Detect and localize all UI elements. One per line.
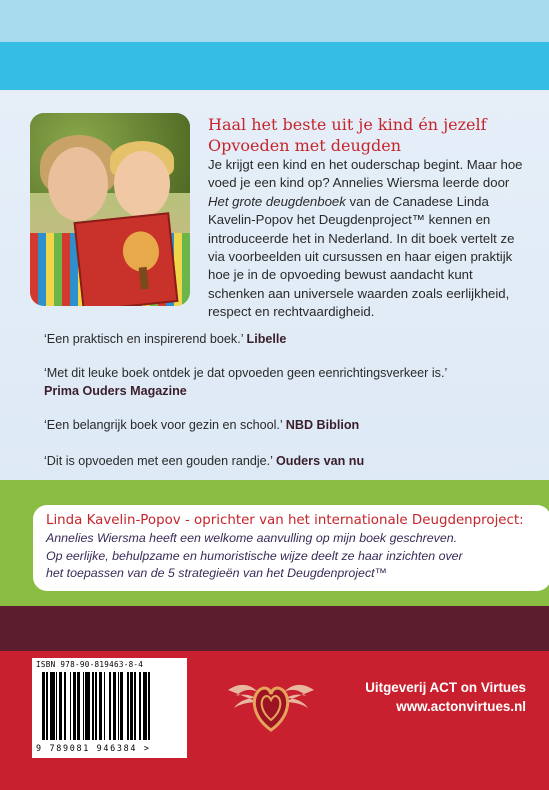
barcode-bars <box>42 672 182 740</box>
barcode-bar <box>120 672 123 740</box>
barcode-bar <box>77 672 80 740</box>
barcode-bar <box>113 672 116 740</box>
barcode-bar <box>95 672 96 740</box>
barcode-bar <box>64 672 65 740</box>
barcode-bar <box>73 672 76 740</box>
endorsement-line: Op eerlijke, behulpzame en humoristische wijze deelt ze haar inzichten over <box>46 548 463 563</box>
publisher-name: Uitgeverij ACT on Virtues <box>365 680 526 695</box>
barcode-bar <box>134 672 135 740</box>
quote-1 <box>44 330 514 348</box>
barcode-bar <box>104 672 105 740</box>
blurb <box>208 156 528 322</box>
barcode-bar <box>46 672 47 740</box>
cover-photo <box>30 113 190 306</box>
quote-3 <box>44 416 514 434</box>
ean-number: 9 789081 946384 > <box>36 743 151 753</box>
barcode-bar <box>143 672 147 740</box>
isbn-number: ISBN 978-90-819463-8-4 <box>36 660 144 669</box>
publisher-website[interactable]: www.actonvirtues.nl <box>396 699 526 714</box>
quote-4 <box>44 452 514 470</box>
quote-source: Ouders van nu <box>275 454 365 468</box>
barcode-bar <box>99 672 102 740</box>
barcode-bar <box>127 672 128 740</box>
barcode-bar <box>42 672 45 740</box>
blurb-part-2: van de Canadese Linda Kavelin-Popov het Deugdenproject™ kennen en introduceerde het in Nederland. In dit boek vertelt ze via voorbeelden uit cursussen en haar eigen praktijk hoe je in de opvoeding bewust aandacht kunt schenken aan universele waarden zoals eerlijkheid, respect en rechtvaardigheid. <box>208 193 515 320</box>
quote-source: Libelle <box>246 332 287 346</box>
barcode-bar <box>92 672 93 740</box>
endorsement-line: Annelies Wiersma heeft een welkome aanvulling op mijn boek geschreven. <box>46 531 458 545</box>
quote-text: ‘Met dit leuke boek ontdek je dat opvoeden geen eenrichtingsverkeer is.’ <box>44 366 448 380</box>
blurb-part-1: Je krijgt een kind en het ouderschap begint. Maar hoe voed je een kind op? Annelies Wiersma leerde door <box>208 157 523 191</box>
top-light-band <box>0 0 549 42</box>
barcode-bar <box>139 672 142 740</box>
headline <box>208 114 528 156</box>
barcode-bar <box>85 672 89 740</box>
quote-text: ‘Een belangrijk boek voor gezin en school.’ <box>44 418 283 432</box>
headline-line-2: Opvoeden met deugden <box>208 136 402 155</box>
winged-heart-logo-icon <box>226 672 316 732</box>
endorsement-heading: Linda Kavelin-Popov - oprichter van het internationale Deugdenproject: <box>46 513 524 528</box>
headline-line-1: Haal het beste uit je kind én jezelf <box>208 115 487 134</box>
blurb-book-title: Het grote deugdenboek <box>208 193 346 209</box>
quote-2 <box>44 364 514 400</box>
barcode-bar <box>70 672 71 740</box>
quote-text: ‘Dit is opvoeden met een gouden randje.’ <box>44 454 273 468</box>
barcode-bar <box>130 672 133 740</box>
endorsement-text <box>46 530 526 583</box>
barcode-bar <box>56 672 57 740</box>
barcode-bar <box>148 672 149 740</box>
barcode-bar <box>59 672 62 740</box>
barcode-bar <box>109 672 110 740</box>
quote-source: NBD Biblion <box>285 418 360 432</box>
maroon-band <box>0 606 549 651</box>
quote-text: ‘Een praktisch en inspirerend boek.’ <box>44 332 244 346</box>
barcode-bar <box>118 672 119 740</box>
quote-source: Prima Ouders Magazine <box>44 384 187 398</box>
top-blue-band <box>0 42 549 90</box>
endorsement-line: het toepassen van de 5 strategieën van het Deugdenproject™ <box>46 566 387 581</box>
barcode-bar <box>50 672 54 740</box>
barcode-bar <box>83 672 84 740</box>
